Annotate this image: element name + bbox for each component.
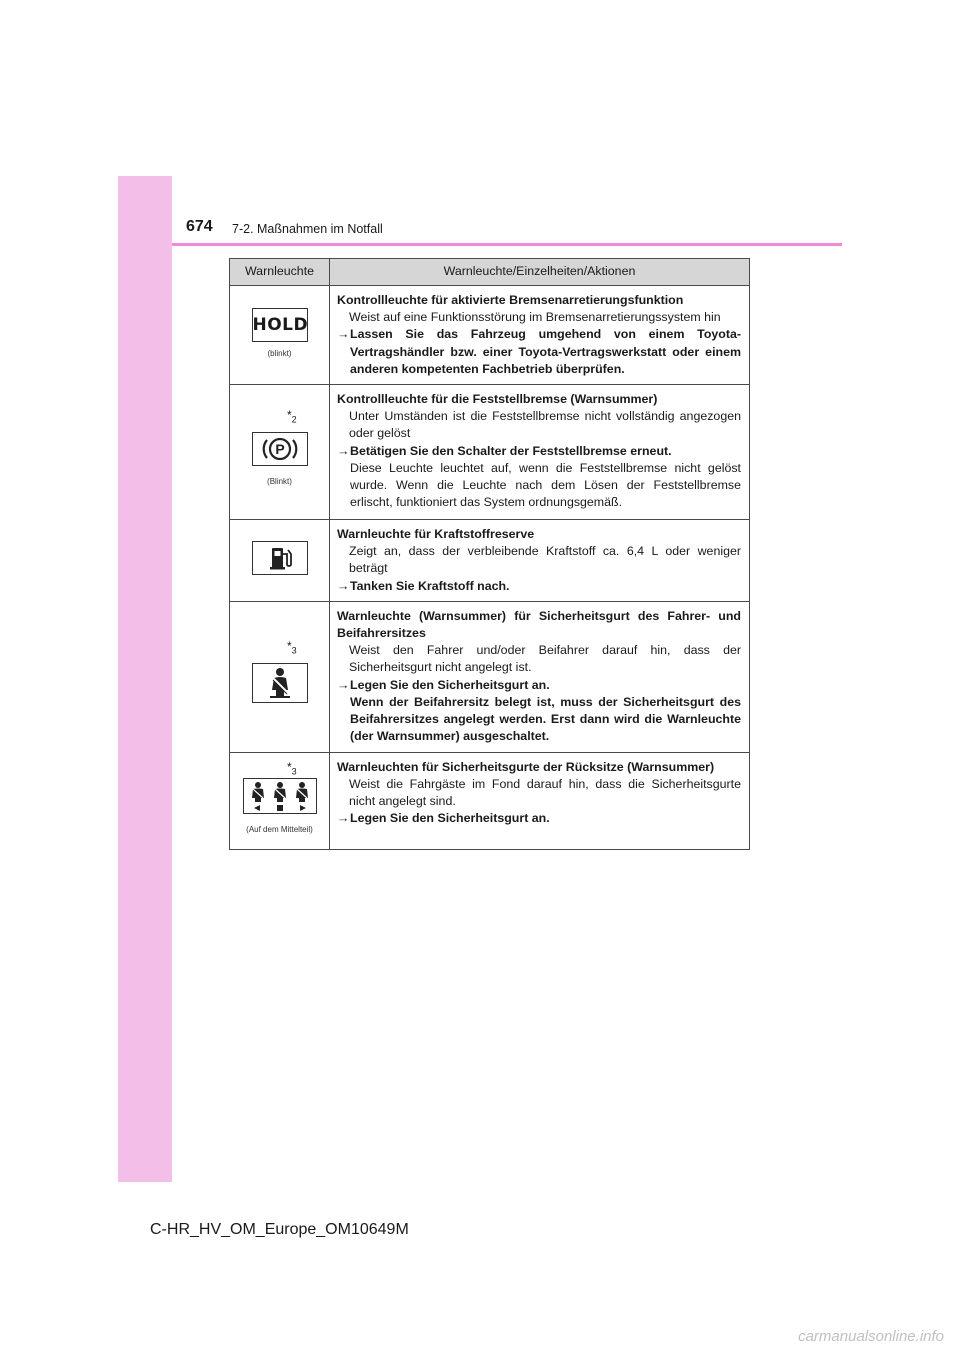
row-title: Warnleuchte für Kraftstoffreserve xyxy=(337,527,535,542)
row-description: Zeigt an, dass der verbleibende Kraftstoff ca. 6,4 L oder weniger beträgt xyxy=(349,544,741,576)
row-extra: Diese Leuchte leuchtet auf, wenn die Feststellbremse nicht gelöst wurde. Wenn die Leuchte nach dem Lösen der Feststellbremse erlischt, funktioniert das System ordnungsgemäß. xyxy=(350,460,741,510)
icon-cell xyxy=(230,385,330,520)
table-row xyxy=(230,286,750,385)
arrow-icon: → xyxy=(337,578,350,593)
row-title: Warnleuchten für Sicherheitsgurte der Rücksitze (Warnsummer) xyxy=(337,759,715,774)
side-tab xyxy=(118,176,172,1182)
document-id: C-HR_HV_OM_Europe_OM10649M xyxy=(150,1221,409,1238)
row-action-text: Tanken Sie Kraftstoff nach. xyxy=(350,578,510,593)
row-title: Kontrollleuchte für aktivierte Bremsenarretierungsfunktion xyxy=(337,293,684,307)
section-title: 7-2. Maßnahmen im Notfall xyxy=(232,222,383,236)
svg-text:P: P xyxy=(274,440,285,457)
arrow-icon: → xyxy=(337,811,350,826)
row-action xyxy=(337,810,741,827)
row-action xyxy=(337,326,741,378)
blink-caption: (Blinkt) xyxy=(267,477,292,487)
details-cell xyxy=(330,286,750,385)
arrow-icon: → xyxy=(337,677,350,692)
icon-cell xyxy=(230,752,330,849)
row-action-text: Legen Sie den Sicherheitsgurt an. xyxy=(350,811,550,826)
icon-cell xyxy=(230,286,330,385)
row-action-text: Legen Sie den Sicherheitsgurt an. xyxy=(350,677,550,692)
arrow-icon: → xyxy=(337,443,350,458)
arrow-icon: → xyxy=(337,327,350,342)
parking-brake-icon xyxy=(252,432,308,466)
hold-icon xyxy=(252,308,308,342)
details-cell xyxy=(330,385,750,520)
details-cell xyxy=(330,601,750,752)
footnote-marker: $*_2$ xyxy=(287,408,297,425)
row-description: Unter Umständen ist die Feststellbremse nicht vollständig angezogen oder gelöst xyxy=(349,409,741,441)
rear-seatbelts-icon xyxy=(243,778,317,814)
row-description: Weist den Fahrer und/oder Beifahrer darauf hin, dass der Sicherheitsgurt nicht angelegt ist. xyxy=(349,643,741,675)
table-row xyxy=(230,385,750,520)
row-description: Weist die Fahrgäste im Fond darauf hin, dass die Sicherheitsgurte nicht angelegt sind. xyxy=(349,777,741,809)
header-details: Warnleuchte/Einzelheiten/Aktionen xyxy=(330,259,750,286)
footnote-marker: $*_3$ xyxy=(287,759,297,777)
header-rule xyxy=(172,243,842,246)
row-title: Warnleuchte (Warnsummer) für Sicherheitsgurt des Fahrer- und Beifahrersitzes xyxy=(337,608,741,641)
row-action xyxy=(337,578,741,595)
watermark: carmanualsonline.info xyxy=(798,1328,944,1345)
seatbelt-icon xyxy=(252,663,308,703)
icon-cell xyxy=(230,520,330,602)
row-action xyxy=(337,677,741,694)
fuel-icon xyxy=(252,541,308,575)
row-action xyxy=(337,443,741,460)
row-action-text: Betätigen Sie den Schalter der Feststellbremse erneut. xyxy=(350,443,672,458)
hold-icon-text: HOLD xyxy=(252,314,309,335)
row-description: Weist auf eine Funktionsstörung im Bremsenarretierungssystem hin xyxy=(349,310,721,325)
blink-caption: (blinkt) xyxy=(267,348,292,358)
table-row xyxy=(230,752,750,849)
details-cell xyxy=(330,520,750,602)
page-number: 674 xyxy=(186,218,213,235)
table-header-row xyxy=(230,259,750,286)
table-row xyxy=(230,520,750,602)
row-title: Kontrollleuchte für die Feststellbremse (Warnsummer) xyxy=(337,392,658,407)
row-extra: Wenn der Beifahrersitz belegt ist, muss der Sicherheitsgurt des Beifahrersitzes angelegt werden. Erst dann wird die Warnleuchte (der Warnsummer) ausgeschaltet. xyxy=(350,694,741,744)
center-console-caption: (Auf dem Mittelteil) xyxy=(246,824,313,834)
footnote-marker: $*_3$ xyxy=(287,638,297,656)
icon-cell xyxy=(230,601,330,752)
table-row xyxy=(230,601,750,752)
details-cell xyxy=(330,752,750,849)
row-action-text: Lassen Sie das Fahrzeug umgehend von einem Toyota-Vertragshändler bzw. einer Toyota-Vertragswerkstatt oder einem anderen kompetenten Fachbetrieb überprüfen. xyxy=(350,327,741,376)
header-warning-light: Warnleuchte xyxy=(230,259,330,286)
warning-table xyxy=(229,258,750,850)
